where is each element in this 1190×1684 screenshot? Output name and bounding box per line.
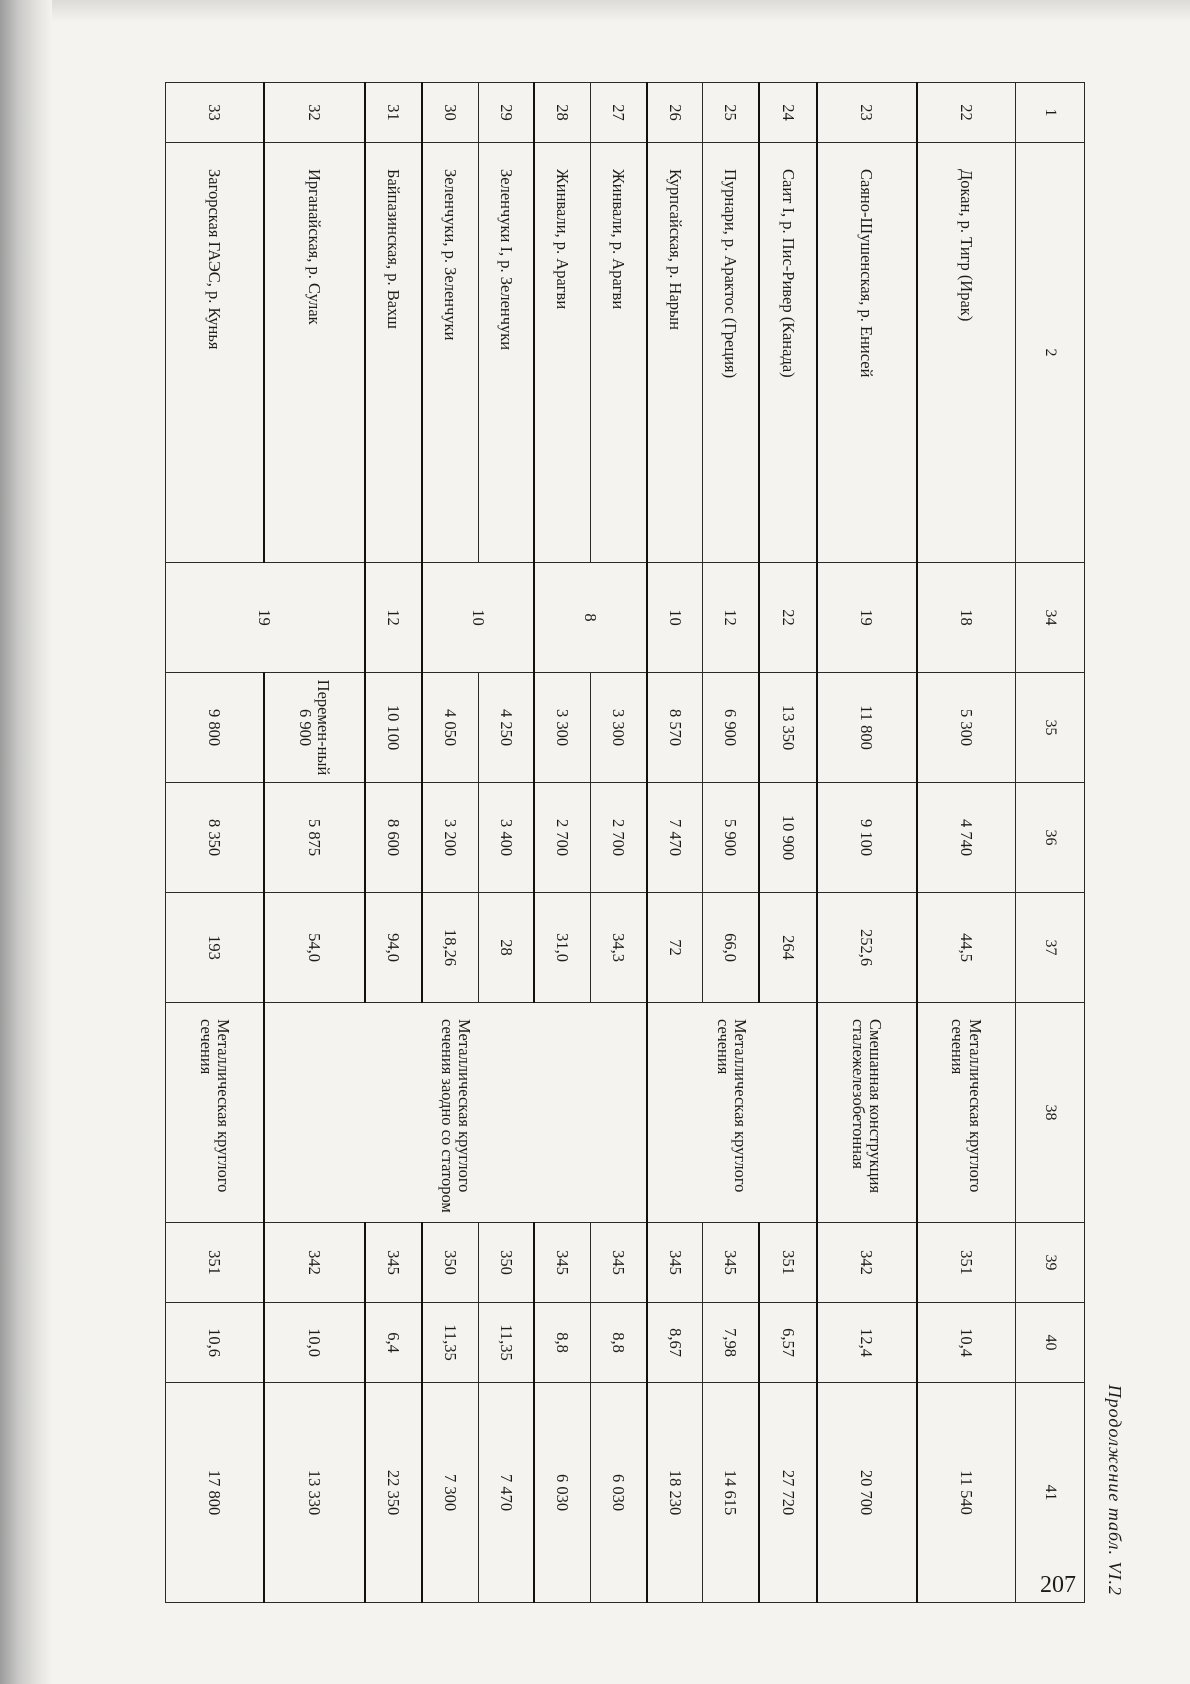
cell-name: Загорская ГАЭС, р. Кунья <box>166 143 265 563</box>
cell-c37: 34,3 <box>591 893 647 1003</box>
cell-c37: 66,0 <box>703 893 759 1003</box>
cell-c35: 3 300 <box>591 673 647 783</box>
cell-c39: 342 <box>817 1223 917 1303</box>
cell-c39: 342 <box>264 1223 364 1303</box>
cell-c34: 8 <box>534 563 646 673</box>
cell-name: Пурнари, р. Арактос (Греция) <box>703 143 759 563</box>
cell-c40: 8,8 <box>591 1303 647 1383</box>
cell-c36: 5 875 <box>264 783 364 893</box>
table-row <box>478 83 534 1603</box>
cell-no: 22 <box>917 83 1016 143</box>
cell-c39: 351 <box>166 1223 265 1303</box>
cell-c39: 345 <box>365 1223 422 1303</box>
header-row <box>1016 83 1085 1603</box>
cell-c34: 22 <box>759 563 816 673</box>
cell-name: Байпазинская, р. Вахш <box>365 143 422 563</box>
cell-c39: 351 <box>759 1223 816 1303</box>
cell-c37: 18,26 <box>422 893 478 1003</box>
table-caption: Продолжение табл. VI.2 <box>1105 1384 1125 1596</box>
cell-c37: 94,0 <box>365 893 422 1003</box>
cell-c35: 4 050 <box>422 673 478 783</box>
col-header: 41 <box>1016 1383 1085 1603</box>
cell-c35: 5 300 <box>917 673 1016 783</box>
cell-name: Жинвали, р. Арагви <box>591 143 647 563</box>
cell-c41: 6 030 <box>534 1383 590 1603</box>
table-row <box>534 83 590 1603</box>
scan-shadow-edge <box>0 0 52 1684</box>
cell-c41: 17 800 <box>166 1383 265 1603</box>
cell-c37: 54,0 <box>264 893 364 1003</box>
cell-name: Жинвали, р. Арагви <box>534 143 590 563</box>
cell-c41: 22 350 <box>365 1383 422 1603</box>
data-table <box>165 82 1085 1603</box>
table-row <box>264 83 364 1603</box>
cell-c39: 350 <box>422 1223 478 1303</box>
cell-no: 27 <box>591 83 647 143</box>
table-row <box>759 83 816 1603</box>
cell-c37: 31,0 <box>534 893 590 1003</box>
cell-c41: 20 700 <box>817 1383 917 1603</box>
cell-c41: 13 330 <box>264 1383 364 1603</box>
cell-no: 31 <box>365 83 422 143</box>
col-header: 40 <box>1016 1303 1085 1383</box>
col-header: 35 <box>1016 673 1085 783</box>
cell-c40: 7,98 <box>703 1303 759 1383</box>
cell-c35: 10 100 <box>365 673 422 783</box>
cell-c36: 8 350 <box>166 783 265 893</box>
cell-name: Зеленчуки, р. Зеленчуки <box>422 143 478 563</box>
cell-c41: 7 470 <box>478 1383 534 1603</box>
cell-c40: 10,4 <box>917 1303 1016 1383</box>
cell-c37: 264 <box>759 893 816 1003</box>
cell-name: Курпсайская, р. Нарын <box>647 143 703 563</box>
cell-c34: 10 <box>647 563 703 673</box>
cell-c35: 3 300 <box>534 673 590 783</box>
cell-c34: 19 <box>166 563 365 673</box>
cell-c41: 6 030 <box>591 1383 647 1603</box>
cell-c37: 44,5 <box>917 893 1016 1003</box>
cell-c39: 345 <box>534 1223 590 1303</box>
cell-c39: 345 <box>703 1223 759 1303</box>
cell-c36: 10 900 <box>759 783 816 893</box>
table-row <box>365 83 422 1603</box>
table-row <box>917 83 1016 1603</box>
cell-c39: 345 <box>647 1223 703 1303</box>
cell-c35: Перемен-ный 6 900 <box>264 673 364 783</box>
cell-c40: 6,4 <box>365 1303 422 1383</box>
cell-c38: Смешанная конструкция сталежелезобетонная <box>817 1003 917 1223</box>
cell-c35: 4 250 <box>478 673 534 783</box>
cell-c40: 10,0 <box>264 1303 364 1383</box>
cell-c40: 12,4 <box>817 1303 917 1383</box>
col-header: 37 <box>1016 893 1085 1003</box>
cell-c40: 11,35 <box>422 1303 478 1383</box>
rotated-page-content <box>165 82 1125 1602</box>
col-header: 2 <box>1016 143 1085 563</box>
cell-c35: 13 350 <box>759 673 816 783</box>
cell-no: 28 <box>534 83 590 143</box>
cell-c40: 6,57 <box>759 1303 816 1383</box>
cell-name: Докан, р. Тигр (Ирак) <box>917 143 1016 563</box>
cell-name: Зеленчуки I, р. Зеленчуки <box>478 143 534 563</box>
cell-c40: 11,35 <box>478 1303 534 1383</box>
cell-no: 23 <box>817 83 917 143</box>
cell-c35: 9 800 <box>166 673 265 783</box>
table-row <box>422 83 478 1603</box>
cell-c36: 9 100 <box>817 783 917 893</box>
cell-no: 30 <box>422 83 478 143</box>
table-row <box>647 83 703 1603</box>
scan-shadow-top <box>52 0 1190 22</box>
cell-c37: 72 <box>647 893 703 1003</box>
cell-no: 25 <box>703 83 759 143</box>
cell-c41: 14 615 <box>703 1383 759 1603</box>
cell-c40: 8,67 <box>647 1303 703 1383</box>
table-row <box>703 83 759 1603</box>
cell-c36: 7 470 <box>647 783 703 893</box>
cell-no: 29 <box>478 83 534 143</box>
cell-c34: 18 <box>917 563 1016 673</box>
cell-no: 32 <box>264 83 364 143</box>
cell-c40: 10,6 <box>166 1303 265 1383</box>
cell-no: 33 <box>166 83 265 143</box>
table-row <box>166 83 265 1603</box>
cell-c38: Металлическая круглого сечения <box>166 1003 265 1223</box>
cell-name: Саит I, р. Пис-Ривер (Канада) <box>759 143 816 563</box>
cell-c36: 5 900 <box>703 783 759 893</box>
col-header: 39 <box>1016 1223 1085 1303</box>
table-row <box>591 83 647 1603</box>
cell-c36: 8 600 <box>365 783 422 893</box>
cell-c39: 350 <box>478 1223 534 1303</box>
cell-c37: 193 <box>166 893 265 1003</box>
cell-c41: 7 300 <box>422 1383 478 1603</box>
cell-c39: 351 <box>917 1223 1016 1303</box>
cell-c36: 2 700 <box>534 783 590 893</box>
cell-c34: 12 <box>365 563 422 673</box>
col-header: 38 <box>1016 1003 1085 1223</box>
cell-name: Саяно-Шушенская, р. Енисей <box>817 143 917 563</box>
col-header: 1 <box>1016 83 1085 143</box>
cell-name: Ирганайская, р. Сулак <box>264 143 364 563</box>
cell-no: 26 <box>647 83 703 143</box>
page-number: 207 <box>1040 1572 1076 1598</box>
cell-c34: 19 <box>817 563 917 673</box>
cell-c34: 12 <box>703 563 759 673</box>
cell-c38: Металлическая круглого сечения <box>917 1003 1016 1223</box>
cell-c36: 3 400 <box>478 783 534 893</box>
cell-c40: 8,8 <box>534 1303 590 1383</box>
cell-no: 24 <box>759 83 816 143</box>
col-header: 36 <box>1016 783 1085 893</box>
cell-c41: 27 720 <box>759 1383 816 1603</box>
cell-c35: 6 900 <box>703 673 759 783</box>
cell-c41: 11 540 <box>917 1383 1016 1603</box>
cell-c35: 11 800 <box>817 673 917 783</box>
table-row <box>817 83 917 1603</box>
cell-c38: Металлическая круглого сечения <box>647 1003 817 1223</box>
cell-c37: 28 <box>478 893 534 1003</box>
cell-c38: Металлическая круглого сечения заодно со статором <box>264 1003 646 1223</box>
cell-c36: 2 700 <box>591 783 647 893</box>
cell-c41: 18 230 <box>647 1383 703 1603</box>
cell-c39: 345 <box>591 1223 647 1303</box>
cell-c34: 10 <box>422 563 534 673</box>
col-header: 34 <box>1016 563 1085 673</box>
cell-c35: 8 570 <box>647 673 703 783</box>
cell-c36: 3 200 <box>422 783 478 893</box>
cell-c37: 252,6 <box>817 893 917 1003</box>
cell-c36: 4 740 <box>917 783 1016 893</box>
